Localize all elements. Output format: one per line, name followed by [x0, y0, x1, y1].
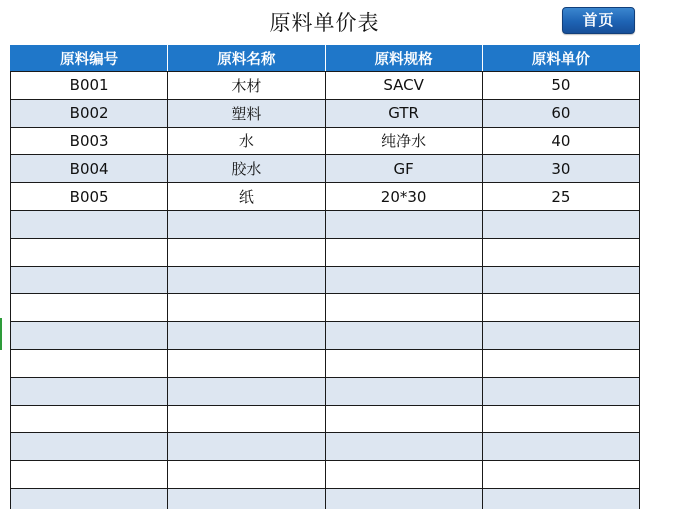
cell-material-name[interactable]: 水	[168, 127, 325, 155]
cell-material-code[interactable]: B004	[11, 155, 168, 183]
table-row	[11, 488, 640, 509]
cell-material-spec[interactable]	[325, 461, 482, 489]
cell-material-code[interactable]	[11, 405, 168, 433]
table-row	[11, 266, 640, 294]
cell-material-price[interactable]: 50	[482, 72, 639, 100]
cell-material-code[interactable]	[11, 377, 168, 405]
cell-material-price[interactable]	[482, 210, 639, 238]
cell-material-code[interactable]: B001	[11, 72, 168, 100]
cell-material-code[interactable]	[11, 349, 168, 377]
table-row	[11, 72, 640, 100]
table-row	[11, 210, 640, 238]
table-row	[11, 183, 640, 211]
cell-material-code[interactable]	[11, 238, 168, 266]
cell-material-name[interactable]	[168, 210, 325, 238]
cell-material-code[interactable]	[11, 210, 168, 238]
material-price-table	[10, 44, 640, 509]
cell-material-price[interactable]	[482, 266, 639, 294]
cell-material-name[interactable]	[168, 488, 325, 509]
home-button[interactable]: 首页	[562, 7, 635, 34]
cell-material-price[interactable]	[482, 294, 639, 322]
cell-material-name[interactable]	[168, 238, 325, 266]
cell-material-spec[interactable]: SACV	[325, 72, 482, 100]
cell-material-spec[interactable]	[325, 266, 482, 294]
cell-material-code[interactable]	[11, 266, 168, 294]
cell-material-spec[interactable]	[325, 433, 482, 461]
cell-material-spec[interactable]	[325, 405, 482, 433]
cell-material-spec[interactable]	[325, 294, 482, 322]
cell-material-spec[interactable]	[325, 210, 482, 238]
table-row	[11, 294, 640, 322]
cell-material-price[interactable]	[482, 405, 639, 433]
cell-material-code[interactable]	[11, 433, 168, 461]
cell-material-spec[interactable]: 纯净水	[325, 127, 482, 155]
cell-material-price[interactable]	[482, 461, 639, 489]
table-body	[11, 72, 640, 509]
cell-material-price[interactable]: 30	[482, 155, 639, 183]
cell-material-spec[interactable]	[325, 322, 482, 350]
cell-material-price[interactable]: 25	[482, 183, 639, 211]
cell-material-code[interactable]	[11, 461, 168, 489]
cell-material-code[interactable]: B005	[11, 183, 168, 211]
table-row	[11, 349, 640, 377]
cell-material-spec[interactable]	[325, 488, 482, 509]
cell-material-price[interactable]	[482, 488, 639, 509]
cell-material-name[interactable]	[168, 349, 325, 377]
cell-material-price[interactable]	[482, 238, 639, 266]
table-row	[11, 322, 640, 350]
cell-material-name[interactable]: 纸	[168, 183, 325, 211]
table-header-row	[11, 45, 640, 72]
cell-material-name[interactable]	[168, 294, 325, 322]
table-row	[11, 99, 640, 127]
cell-material-code[interactable]	[11, 488, 168, 509]
cell-material-name[interactable]	[168, 461, 325, 489]
cell-material-name[interactable]	[168, 322, 325, 350]
cell-material-price[interactable]	[482, 433, 639, 461]
cell-material-name[interactable]	[168, 405, 325, 433]
header-material-spec[interactable]: 原料规格	[325, 45, 482, 72]
page-title: 原料单价表	[269, 11, 380, 35]
cell-material-code[interactable]: B002	[11, 99, 168, 127]
cell-material-spec[interactable]: 20*30	[325, 183, 482, 211]
header-material-price[interactable]: 原料单价	[482, 45, 639, 72]
cell-material-name[interactable]: 塑料	[168, 99, 325, 127]
row-selection-marker	[0, 318, 2, 350]
table-row	[11, 405, 640, 433]
table-row	[11, 461, 640, 489]
cell-material-spec[interactable]	[325, 349, 482, 377]
cell-material-name[interactable]: 木材	[168, 72, 325, 100]
cell-material-code[interactable]	[11, 294, 168, 322]
cell-material-price[interactable]	[482, 377, 639, 405]
table-row	[11, 377, 640, 405]
cell-material-name[interactable]	[168, 266, 325, 294]
cell-material-spec[interactable]: GTR	[325, 99, 482, 127]
cell-material-price[interactable]: 60	[482, 99, 639, 127]
table-row	[11, 238, 640, 266]
header-material-code[interactable]: 原料编号	[11, 45, 168, 72]
table-row	[11, 155, 640, 183]
cell-material-price[interactable]	[482, 349, 639, 377]
cell-material-code[interactable]	[11, 322, 168, 350]
cell-material-price[interactable]	[482, 322, 639, 350]
cell-material-name[interactable]: 胶水	[168, 155, 325, 183]
cell-material-code[interactable]: B003	[11, 127, 168, 155]
cell-material-price[interactable]: 40	[482, 127, 639, 155]
cell-material-spec[interactable]	[325, 238, 482, 266]
cell-material-spec[interactable]: GF	[325, 155, 482, 183]
cell-material-name[interactable]	[168, 433, 325, 461]
cell-material-name[interactable]	[168, 377, 325, 405]
header-material-name[interactable]: 原料名称	[168, 45, 325, 72]
table-row	[11, 433, 640, 461]
cell-material-spec[interactable]	[325, 377, 482, 405]
table-row	[11, 127, 640, 155]
